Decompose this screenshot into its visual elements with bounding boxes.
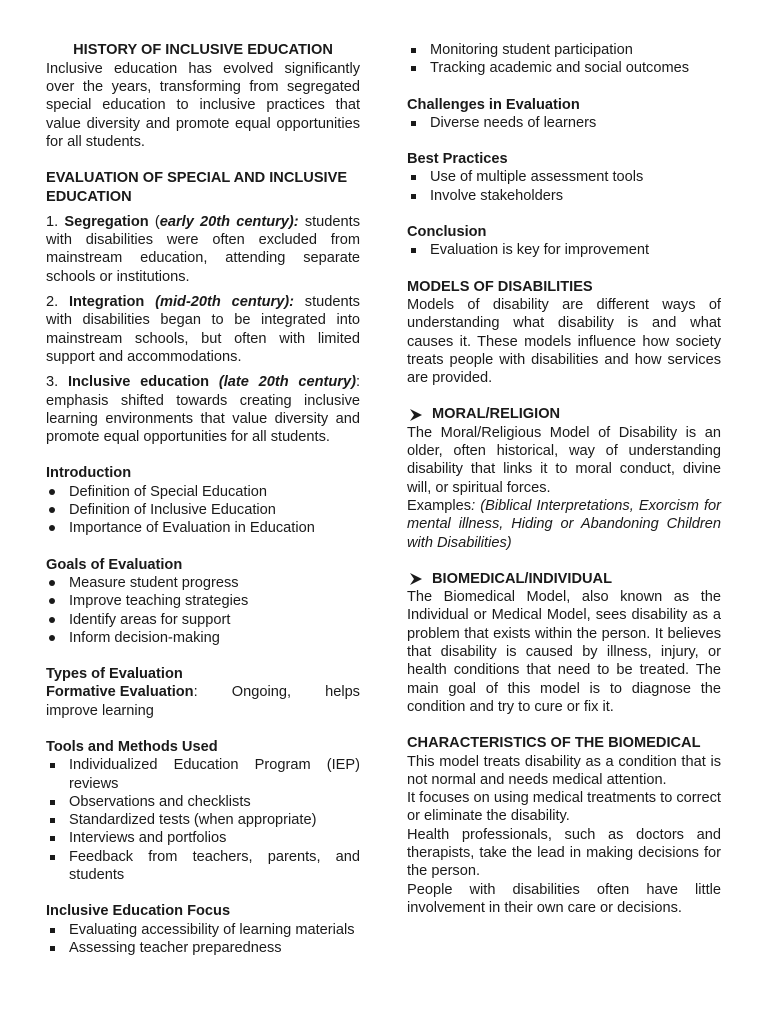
left-column [46,41,360,957]
introduction-heading: Introduction [46,465,132,482]
list-item: Use of multiple assessment tools [407,168,721,186]
intro-paragraph: Inclusive education has evolved significantly over the years, transforming from segregated special education to inclusive practices that value diversity and promote equal opportunities for all students. [46,60,360,150]
best-practices-heading: Best Practices [407,151,508,168]
list-item: Identify areas for support [46,611,360,629]
characteristics-paragraph: People with disabilities often have little involvement in their own care or decisions. [407,881,721,916]
formative-evaluation: Formative Evaluation: Ongoing, helps improve learning [46,684,360,719]
goals-heading: Goals of Evaluation [46,556,183,573]
list-item: Tracking academic and social outcomes [407,59,721,77]
list-item: Observations and checklists [46,793,360,811]
focus-list [46,921,360,958]
arrow-bullet-icon [409,409,423,421]
biomedical-heading: BIOMEDICAL/INDIVIDUAL [407,570,721,588]
tools-heading: Tools and Methods Used [46,739,218,755]
list-item: Definition of Inclusive Education [46,501,360,519]
list-item: Assessing teacher preparedness [46,939,360,957]
list-item: Interviews and portfolios [46,829,360,847]
list-item: Evaluation is key for improvement [407,241,721,259]
conclusion-heading: Conclusion [407,224,487,241]
introduction-list [46,483,360,538]
challenges-list [407,114,721,132]
stage-1: 1. Segregation (early 20th century): students with disabilities were often excluded from mainstream education, attending separate schools or institutions. [46,213,360,285]
best-practices-list [407,168,721,205]
characteristics-heading: CHARACTERISTICS OF THE BIOMEDICAL [407,735,701,752]
list-item: Measure student progress [46,574,360,592]
models-heading: MODELS OF DISABILITIES [407,278,593,295]
list-item: Individualized Education Program (IEP) reviews [46,756,360,793]
stage-2: 2. Integration (mid-20th century): students with disabilities began to be integrated into mainstream schools, but often with limited support and accommodations. [46,294,360,365]
focus-list-continued [407,41,721,78]
list-item: Definition of Special Education [46,483,360,501]
arrow-bullet-icon [409,573,423,585]
characteristics-paragraph: This model treats disability as a condition that is not normal and needs medical attention. [407,753,721,788]
right-column [407,41,721,917]
characteristics-paragraph: Health professionals, such as doctors and therapists, take the lead in making decisions for the person. [407,826,721,880]
moral-paragraph: The Moral/Religious Model of Disability is an older, often historical, way of understanding disability that links it to moral conduct, divine will, or spiritual forces. [407,424,721,496]
evaluation-heading: EVALUATION OF SPECIAL AND INCLUSIVE EDUCATION [46,170,348,205]
list-item: Diverse needs of learners [407,114,721,132]
list-item: Standardized tests (when appropriate) [46,811,360,829]
list-item: Feedback from teachers, parents, and students [46,848,360,885]
list-item: Evaluating accessibility of learning materials [46,921,360,939]
moral-examples: Examples: (Biblical Interpretations, Exorcism for mental illness, Hiding or Abandoning Children with Disabilities) [407,497,721,551]
biomedical-paragraph: The Biomedical Model, also known as the Individual or Medical Model, sees disability as a problem that exists within the person. It believes that disability is caused by illness, injury, or health conditions that need to be treated. The main goal of this model is to diagnose the condition and try to cure or fix it. [407,589,721,715]
conclusion-list [407,241,721,259]
characteristics-paragraph: It focuses on using medical treatments to correct or eliminate the disability. [407,790,721,825]
list-item: Improve teaching strategies [46,592,360,610]
types-heading: Types of Evaluation [46,666,183,683]
list-item: Involve stakeholders [407,187,721,205]
moral-heading: MORAL/RELIGION [407,405,721,423]
document-title: HISTORY OF INCLUSIVE EDUCATION [73,42,333,58]
list-item: Inform decision-making [46,629,360,647]
tools-list [46,756,360,884]
goals-list [46,574,360,647]
challenges-heading: Challenges in Evaluation [407,96,580,113]
list-item: Monitoring student participation [407,41,721,59]
models-paragraph: Models of disability are different ways of understanding what disability is and what causes it. These models influence how society treats people with disabilities and how services are provided. [407,296,721,387]
list-item: Importance of Evaluation in Education [46,519,360,537]
focus-heading: Inclusive Education Focus [46,903,231,920]
stage-3: 3. Inclusive education (late 20th century): emphasis shifted towards creating inclusive learning environments that value diversity and promote equal opportunities for all students. [46,374,361,446]
